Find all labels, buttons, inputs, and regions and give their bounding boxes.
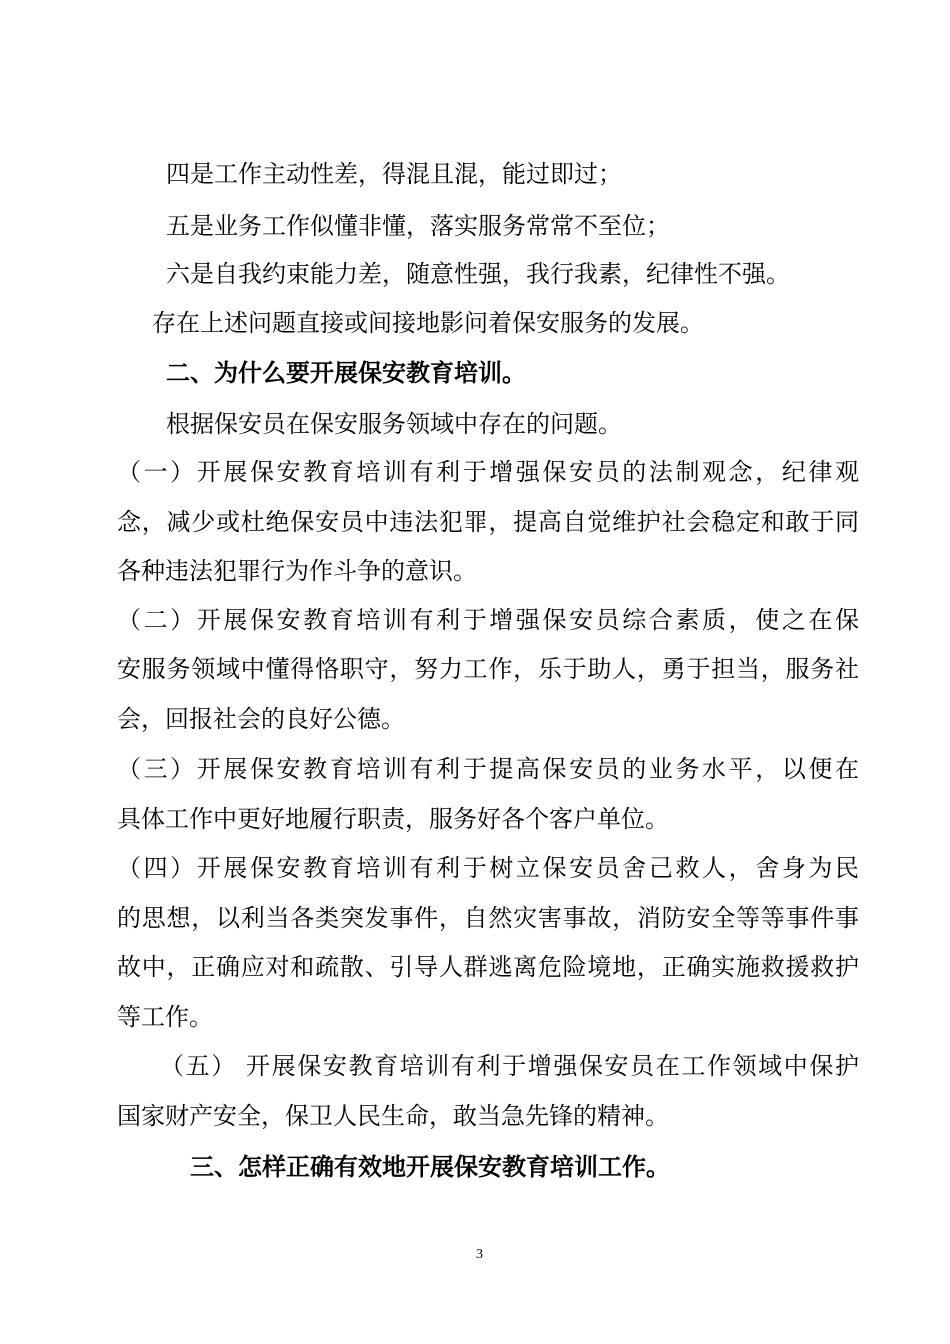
paragraph-line: 会，回报社会的良好公德。 — [117, 705, 405, 733]
paragraph-line: 六是自我约束能力差，随意性强，我行我素，纪律性不强。 — [166, 260, 790, 288]
paragraph-line: 国家财产安全，保卫人民生命，敢当急先锋的精神。 — [117, 1102, 669, 1130]
paragraph-line: 等工作。 — [117, 1003, 213, 1031]
paragraph-line: （三）开展保安教育培训有利于提高保安员的业务水平，以便在 — [117, 755, 859, 783]
paragraph-line: （二）开展保安教育培训有利于增强保安员综合素质，使之在保 — [117, 606, 859, 634]
paragraph-line: 具体工作中更好地履行职责，服务好各个客户单位。 — [117, 805, 669, 833]
paragraph-line: （四）开展保安教育培训有利于树立保安员舍己救人，舍身为民 — [117, 854, 859, 882]
paragraph-line: 根据保安员在保安服务领域中存在的问题。 — [166, 410, 622, 438]
paragraph-line: 安服务领域中懂得恪职守，努力工作，乐于助人，勇于担当，服务社 — [117, 655, 859, 683]
section-heading: 三、怎样正确有效地开展保安教育培训工作。 — [190, 1152, 670, 1181]
paragraph-line: 各种违法犯罪行为作斗争的意识。 — [117, 557, 477, 585]
paragraph-line: 四是工作主动性差，得混且混，能过即过； — [166, 160, 622, 188]
paragraph-line: （五） 开展保安教育培训有利于增强保安员在工作领域中保护 — [160, 1052, 859, 1080]
paragraph-line: 故中，正确应对和疏散、引导人群逃离危险境地，正确实施救援救护 — [117, 953, 859, 981]
section-heading: 二、为什么要开展保安教育培训。 — [166, 358, 526, 387]
paragraph-line: （一）开展保安教育培训有利于增强保安员的法制观念，纪律观 — [117, 458, 859, 486]
paragraph-line: 五是业务工作似懂非懂，落实服务常常不至位； — [166, 212, 670, 240]
paragraph-line: 的思想，以利当各类突发事件，自然灾害事故，消防安全等等事件事 — [117, 904, 859, 932]
paragraph-line: 存在上述问题直接或间接地影问着保安服务的发展。 — [152, 309, 704, 337]
paragraph-line: 念，减少或杜绝保安员中违法犯罪，提高自觉维护社会稳定和敢于同 — [117, 508, 859, 536]
page-number: 3 — [476, 1247, 483, 1262]
